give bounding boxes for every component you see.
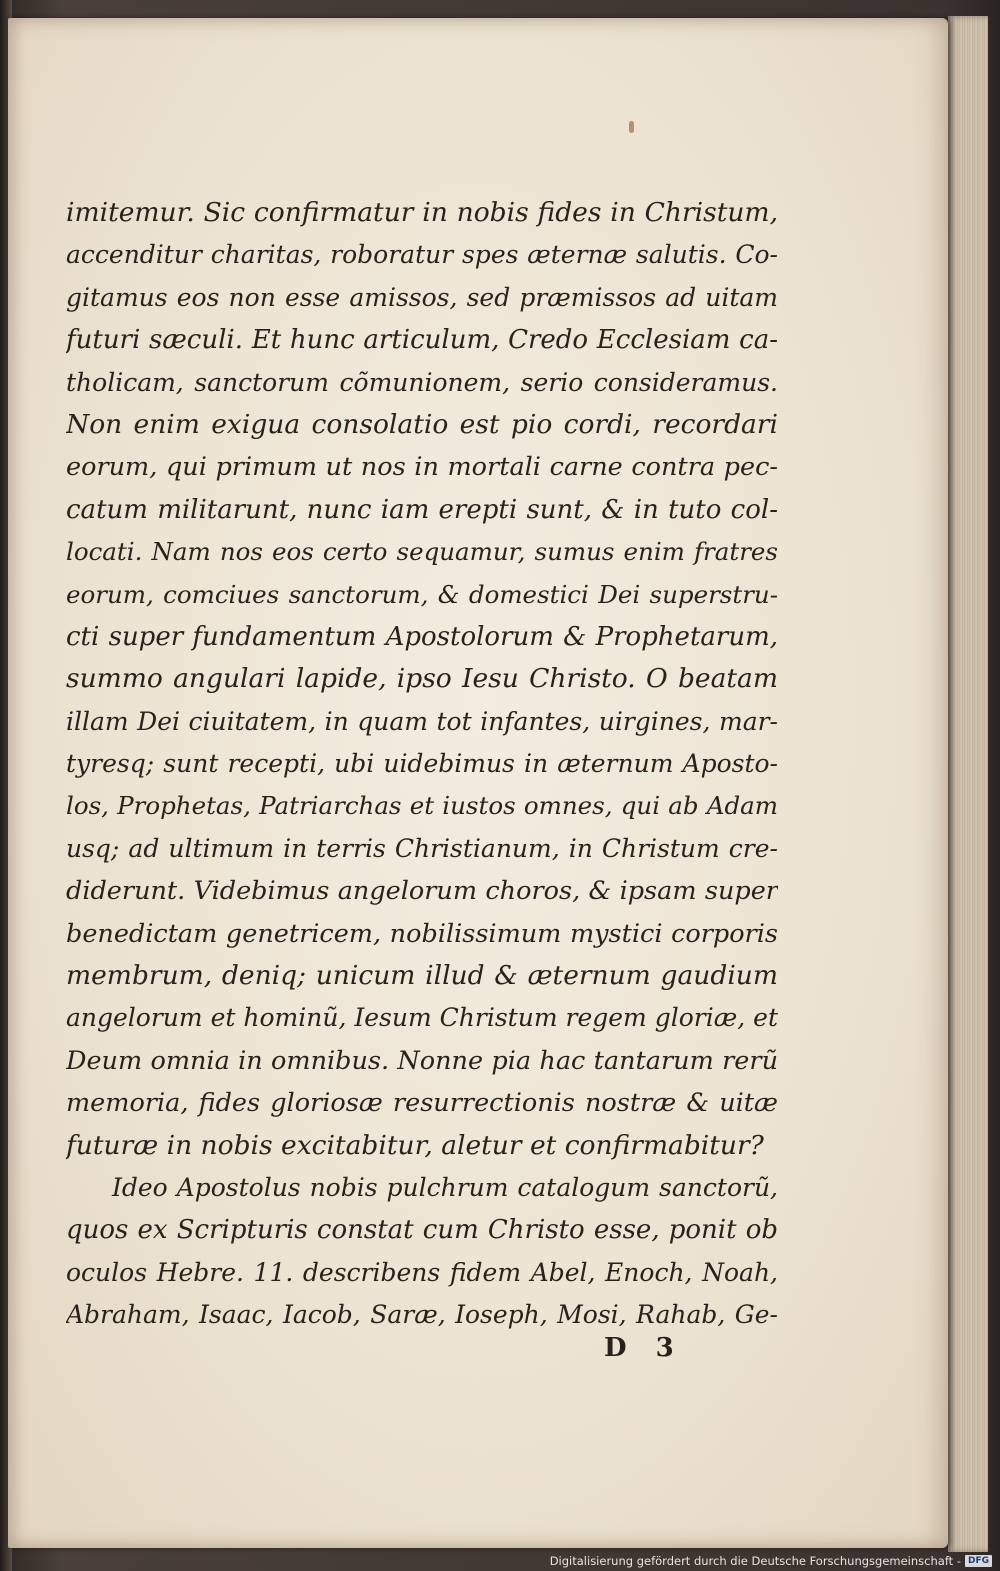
text-line-7: eorum, qui primum ut nos in mortali carne contra pec-	[66, 452, 778, 483]
text-line-17: diderunt. Videbimus angelorum choros, & ipsam super	[66, 876, 778, 907]
text-line-25: quos ex Scripturis constat cum Christo esse, ponit ob	[66, 1215, 778, 1246]
text-line-27: Abraham, Isaac, Iacob, Saræ, Ioseph, Mosi, Rahab, Ge-	[66, 1300, 778, 1330]
text-line-22: memoria, fides gloriosæ resurrectionis nostræ & uitæ	[66, 1088, 778, 1119]
page-fore-edge	[948, 16, 988, 1552]
text-line-8: catum militarunt, nunc iam erepti sunt, & in tuto col-	[66, 494, 778, 525]
text-line-2: accenditur charitas, roboratur spes æternæ salutis. Co-	[66, 240, 778, 270]
text-line-9: locati. Nam nos eos certo sequamur, sumus enim fratres	[66, 537, 778, 567]
text-line-12: summo angulari lapide, ipso Iesu Christo. O beatam	[66, 663, 778, 695]
text-line-14: tyresq; sunt recepti, ubi uidebimus in æternum Aposto-	[66, 749, 778, 779]
text-line-15: los, Prophetas, Patriarchas et iustos omnes, qui ab Adam	[66, 791, 778, 821]
text-line-13: illam Dei ciuitatem, in quam tot infantes, uirgines, mar-	[66, 706, 778, 736]
signature-mark: D 3	[604, 1333, 684, 1363]
text-line-23: futuræ in nobis excitabitur, aletur et confirmabitur?	[66, 1129, 764, 1161]
text-line-6: Non enim exigua consolatio est pio cordi, recordari	[66, 408, 778, 440]
text-line-4: futuri sæculi. Et hunc articulum, Credo Ecclesiam ca-	[66, 325, 778, 356]
text-line-3: gitamus eos non esse amissos, sed præmissos ad uitam	[66, 282, 778, 312]
text-line-10: eorum, comciues sanctorum, & domestici Dei superstru-	[66, 579, 778, 609]
digitization-footer	[550, 1554, 992, 1568]
text-line-16: usq; ad ultimum in terris Christianum, in Christum cre-	[66, 833, 778, 863]
text-line-24: Ideo Apostolus nobis pulchrum catalogum sanctorũ,	[112, 1172, 778, 1202]
text-line-1: imitemur. Sic confirmatur in nobis fides in Christum,	[66, 197, 778, 228]
text-line-21: Deum omnia in omnibus. Nonne pia hac tantarum rerũ	[66, 1045, 778, 1076]
text-line-19: membrum, deniq; unicum illud & æternum gaudium	[66, 960, 778, 992]
paper-speck	[629, 121, 634, 133]
text-line-18: benedictam genetricem, nobilissimum mystici corporis	[66, 918, 778, 949]
text-line-5: tholicam, sanctorum cõmunionem, serio consideramus.	[66, 367, 778, 397]
page-text-block	[66, 192, 778, 1337]
text-line-11: cti super fundamentum Apostolorum & Prophetarum,	[66, 621, 778, 652]
text-line-26: oculos Hebre. 11. describens fidem Abel, Enoch, Noah,	[66, 1257, 778, 1287]
dfg-logo-icon: DFG	[965, 1555, 992, 1567]
footer-credit-text: Digitalisierung gefördert durch die Deutsche Forschungsgemeinschaft -	[549, 1554, 961, 1568]
text-line-20: angelorum et hominũ, Iesum Christum regem gloriæ, et	[66, 1003, 778, 1033]
